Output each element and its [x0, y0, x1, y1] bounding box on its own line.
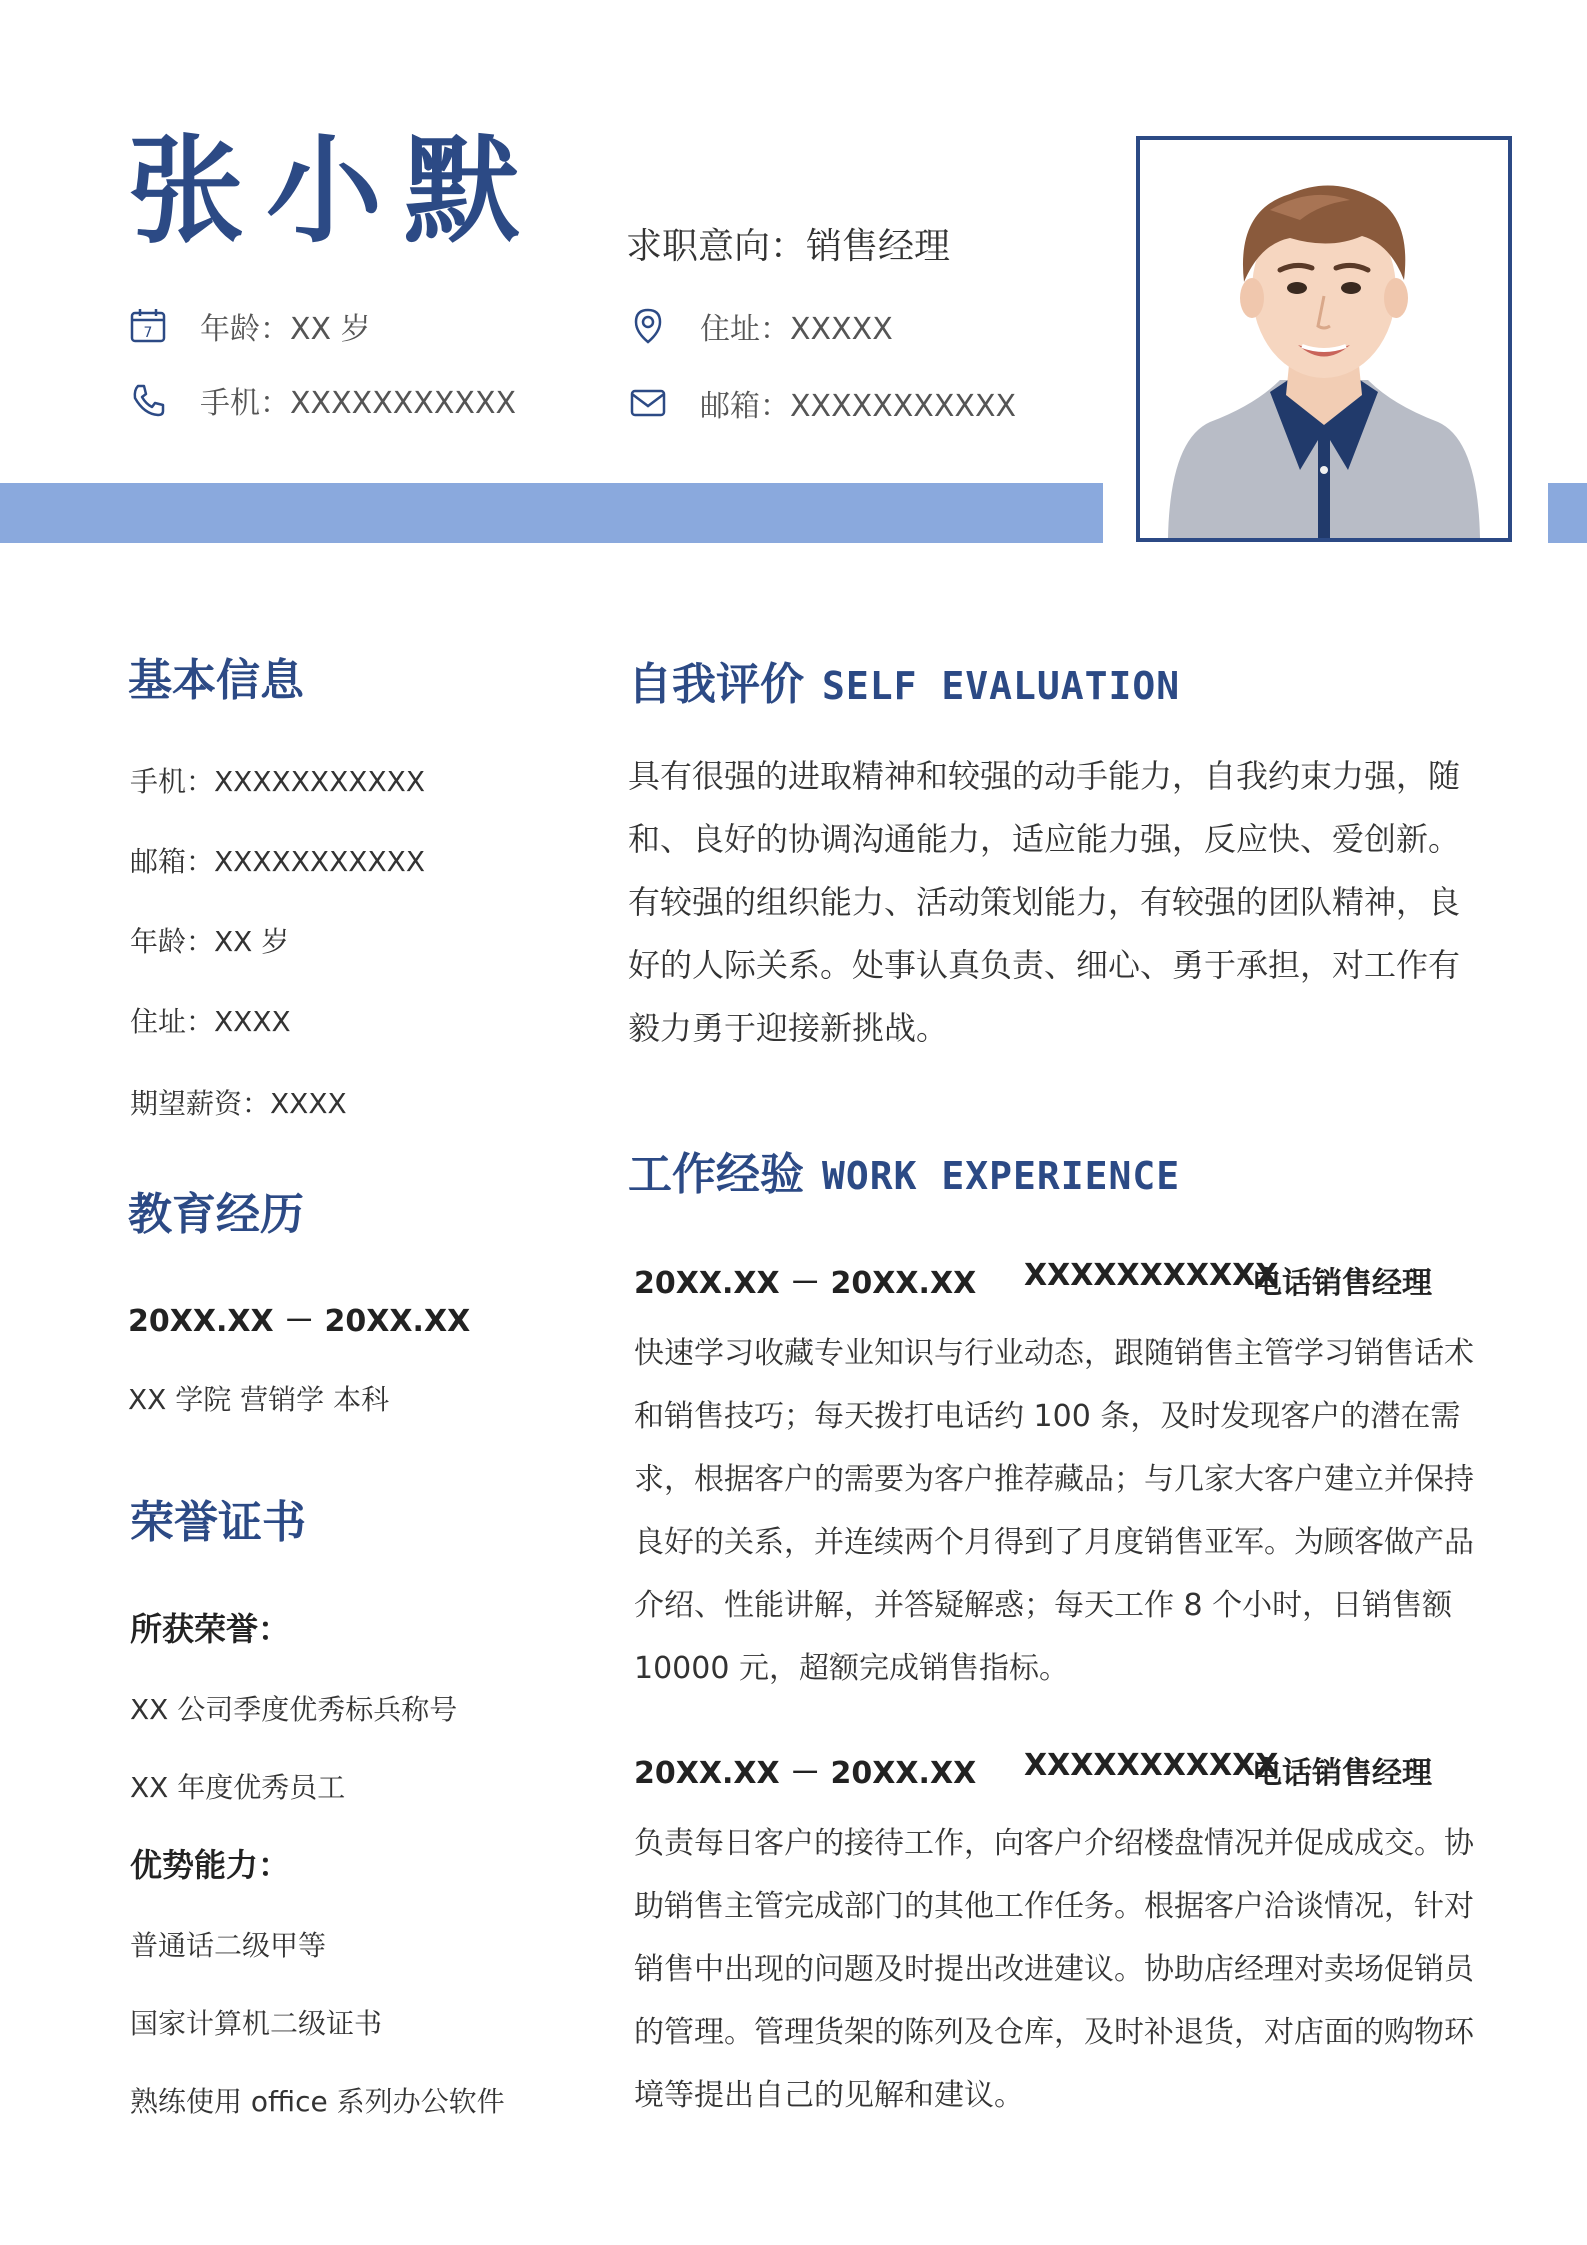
basic-age: 年龄：XX 岁	[130, 925, 290, 958]
education-date: 20XX.XX － 20XX.XX	[128, 1304, 471, 1339]
self-eval-title	[628, 648, 1180, 712]
basic-email: 邮箱：XXXXXXXXXXX	[130, 845, 425, 878]
address-text: 住址：XXXXX	[700, 312, 893, 347]
age-row	[128, 304, 371, 348]
awards-label: 所获荣誉：	[130, 1610, 291, 1648]
work-title	[628, 1138, 1180, 1202]
job-date: 20XX.XX － 20XX.XX	[634, 1266, 977, 1301]
work-title-en: WORK EXPERIENCE	[822, 1154, 1181, 1198]
skills-label: 优势能力：	[130, 1846, 291, 1884]
profile-photo	[1136, 136, 1512, 542]
svg-text:7: 7	[143, 325, 153, 341]
job-intent: 求职意向：销售经理	[626, 226, 951, 267]
header-band-right	[1548, 483, 1587, 543]
skill-item: 熟练使用 office 系列办公软件	[130, 2085, 505, 2118]
job-company: XXXXXXXXXXX	[1024, 1258, 1279, 1293]
self-eval-title-en: SELF EVALUATION	[822, 664, 1181, 708]
location-pin-icon	[628, 306, 668, 346]
self-eval-title-cn: 自我评价	[628, 659, 804, 710]
basic-info-title: 基本信息	[128, 655, 304, 706]
header-band-left	[0, 483, 1103, 543]
education-title: 教育经历	[128, 1189, 304, 1240]
job-role: 电话销售经理	[1252, 1266, 1432, 1301]
job-description: 快速学习收藏专业知识与行业动态，跟随销售主管学习销售话术和销售技巧；每天拨打电话约 100 条，及时发现客户的潜在需求，根据客户的需要为客户推荐藏品；与几家大客户建立并保持良好的关系，并连续两个月得到了月度销售亚军。为顾客做产品介绍、性能讲解，并答疑解惑；每天工作 8 个小时，日销售额 10000 元，超额完成销售指标。	[634, 1336, 1474, 1686]
basic-salary: 期望薪资：XXXX	[130, 1087, 347, 1120]
job-company: XXXXXXXXXXX	[1024, 1748, 1279, 1783]
honors-title: 荣誉证书	[130, 1497, 306, 1548]
email-text: 邮箱：XXXXXXXXXXX	[700, 389, 1017, 424]
mail-icon	[628, 383, 668, 423]
address-row	[628, 304, 893, 348]
job-header	[634, 1258, 1432, 1302]
calendar-icon	[128, 306, 168, 346]
award-item: XX 年度优秀员工	[130, 1771, 346, 1804]
award-item: XX 公司季度优秀标兵称号	[130, 1693, 458, 1726]
job-date: 20XX.XX － 20XX.XX	[634, 1756, 977, 1791]
email-row	[628, 381, 1016, 425]
basic-address: 住址：XXXX	[130, 1005, 291, 1038]
self-eval-text: 具有很强的进取精神和较强的动手能力，自我约束力强，随和、良好的协调沟通能力，适应能力强，反应快、爱创新。有较强的组织能力、活动策划能力，有较强的团队精神，良好的人际关系。处事认真负责、细心、勇于承担，对工作有毅力勇于迎接新挑战。	[628, 757, 1461, 1047]
skill-item: 国家计算机二级证书	[130, 2007, 383, 2040]
phone-icon	[128, 380, 168, 420]
work-title-cn: 工作经验	[628, 1149, 804, 1200]
avatar-illustration	[1140, 140, 1508, 538]
phone-text: 手机：XXXXXXXXXXX	[200, 386, 517, 421]
job-role: 电话销售经理	[1252, 1756, 1432, 1791]
job-description: 负责每日客户的接待工作，向客户介绍楼盘情况并促成成交。协助销售主管完成部门的其他工作任务。根据客户洽谈情况，针对销售中出现的问题及时提出改进建议。协助店经理对卖场促销员的管理。管理货架的陈列及仓库，及时补退货，对店面的购物环境等提出自己的见解和建议。	[634, 1826, 1474, 2113]
skill-item: 普通话二级甲等	[130, 1929, 327, 1962]
phone-row	[128, 378, 516, 422]
basic-phone: 手机：XXXXXXXXXXX	[130, 765, 425, 798]
job-header	[634, 1748, 1432, 1792]
age-text: 年龄：XX 岁	[200, 312, 371, 347]
education-school: XX 学院 营销学 本科	[128, 1383, 390, 1416]
candidate-name: 张小默	[128, 124, 542, 259]
